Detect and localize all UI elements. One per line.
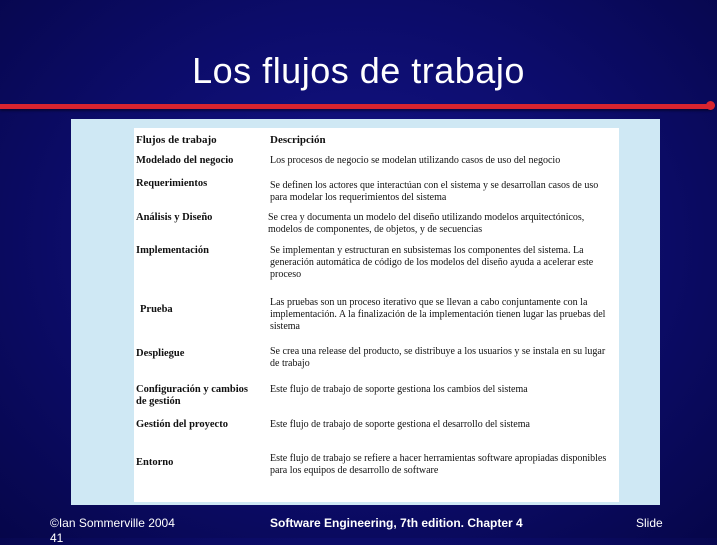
slide-title: Los flujos de trabajo: [192, 50, 525, 91]
workflow-cell: Despliegue: [136, 348, 185, 359]
workflow-cell: Gestión del proyecto: [136, 419, 228, 430]
description-cell: Se crea una release del producto, se distribuye a los usuarios y se instala en su lugar de trabajo: [270, 346, 606, 369]
description-cell: Los procesos de negocio se modelan utilizando casos de uso del negocio: [270, 155, 561, 166]
table-panel: [71, 119, 660, 505]
workflow-cell: Entorno: [136, 457, 174, 468]
description-cell: Las pruebas son un proceso iterativo que se llevan a cabo conjuntamente con la implementación. A la finalización de la implementación tienen lugar las pruebas del sistema: [270, 297, 606, 332]
description-cell: Este flujo de trabajo se refiere a hacer herramientas software apropiadas disponibles para los equipos de desarrollo de software: [270, 453, 607, 476]
description-cell: Se implementan y estructuran en subsistemas los componentes del sistema. La generación automática de código de los modelos del diseño ayuda a acelerar este proceso: [270, 245, 594, 280]
footer-slide-number: 41: [50, 531, 64, 545]
footer-book: Software Engineering, 7th edition. Chapter 4: [270, 516, 523, 530]
description-cell: Este flujo de trabajo de soporte gestiona el desarrollo del sistema: [270, 419, 530, 430]
footer-slide-label: Slide: [636, 516, 663, 530]
description-cell: Se definen los actores que interactúan con el sistema y se desarrollan casos de uso para modelar los requerimientos del sistema: [270, 180, 599, 203]
footer-copyright: ©Ian Sommerville 2004: [50, 516, 175, 530]
description-cell: Este flujo de trabajo de soporte gestiona los cambios del sistema: [270, 384, 528, 395]
workflow-cell: Prueba: [140, 304, 173, 315]
title-divider: [0, 104, 712, 109]
header-workflow: Flujos de trabajo: [136, 134, 217, 146]
title-divider-end: [706, 101, 715, 110]
description-cell: Se crea y documenta un modelo del diseño utilizando modelos arquitectónicos, modelos de componentes, de objetos, y de secuencias: [268, 212, 585, 235]
workflow-cell: Modelado del negocio: [136, 155, 234, 166]
workflow-cell: Implementación: [136, 245, 209, 256]
workflow-cell: Requerimientos: [136, 178, 208, 189]
workflow-table: [134, 128, 619, 502]
workflow-cell: Análisis y Diseño: [136, 212, 213, 223]
workflow-cell: Configuración y cambios de gestión: [136, 384, 249, 407]
header-description: Descripción: [270, 134, 326, 146]
